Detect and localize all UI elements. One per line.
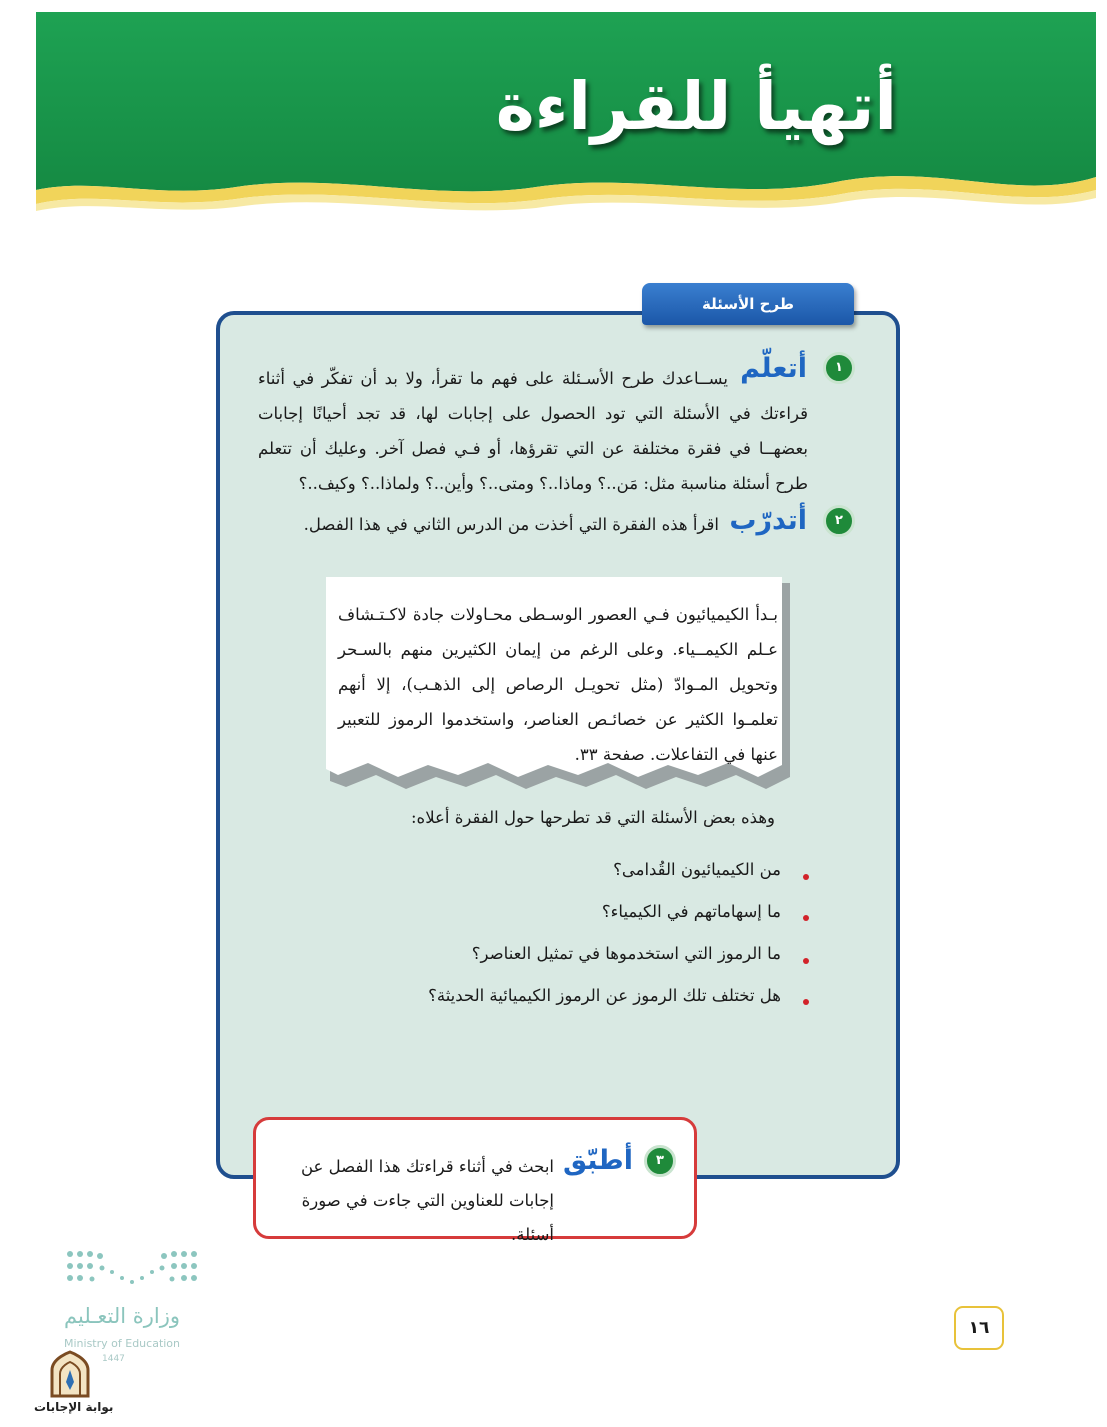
ministry-year: 1447: [102, 1354, 125, 1364]
question-item: ما إسهاماتهم في الكيمياء؟: [601, 902, 781, 921]
questions-intro: وهذه بعض الأسئلة التي قد تطرحها حول الفقرة أعلاه:: [410, 808, 775, 827]
practice-heading: أتدرّب: [729, 505, 807, 536]
question-item: ما الرموز التي استخدموها في تمثيل العناصر؟: [471, 944, 781, 963]
learn-text-content: يســاعدك طرح الأسـئلة على فهم ما تقرأ، ولا بد أن تفكّر في أثناء قراءتك في الأسئلة التي تود الحصول على إجابات لها، قد تجد أحيانًا إجابات بعضهــا في فقرة مختلفة عن التي تقرؤها، أو فـي فصل آخر. وعليك أن تتعلم طرح أسئلة مناسبة مثل: مَن..؟ وماذا..؟ ومتى..؟ وأين..؟ ولماذا..؟ وكيف..؟: [258, 369, 808, 493]
portal-name: بوابة الإجابات: [34, 1400, 114, 1414]
question-item: من الكيميائيون القُدامى؟: [613, 860, 781, 879]
ministry-logo-icon: [64, 1248, 200, 1294]
page-number: ١٦: [954, 1306, 1004, 1350]
portal-logo-icon: [48, 1350, 92, 1398]
learn-text: [258, 361, 808, 501]
passage-text: بـدأ الكيميائيون فـي العصور الوسـطى محـاولات جادة لاكـتـشاف عـلم الكيمــياء. وعلى الرغم من إيمان الكثيرين منهم بالسـحر وتحويل المـوادّ (مثل تحويـل الرصاص إلى الذهـب)، إلا أنهم تعلمـوا الكثير عن خصائـص العناصر، واستخدموا الرموز للتعبير عنها في التفاعلات. صفحة ٣٣.: [338, 605, 778, 764]
apply-text: [272, 1150, 554, 1252]
apply-text-content: ابحث في أثناء قراءتك هذا الفصل عن إجابات للعناوين التي جاءت في صورة أسئلة.: [300, 1157, 554, 1244]
ministry-name-ar: وزارة التعـليم: [64, 1304, 181, 1328]
section-number-1: ١: [823, 352, 855, 384]
section-number-3: ٣: [644, 1145, 676, 1177]
learn-heading: أتعلّم: [740, 353, 807, 384]
page-title: أتهيأ للقراءة: [495, 68, 897, 145]
ministry-name-en: Ministry of Education: [64, 1337, 181, 1350]
bullet-icon: [803, 958, 809, 964]
bullet-icon: [803, 999, 809, 1005]
question-item: هل تختلف تلك الرموز عن الرموز الكيميائية الحديثة؟: [428, 986, 781, 1005]
bullet-icon: [803, 874, 809, 880]
bullet-icon: [803, 915, 809, 921]
section-tab: طرح الأسئلة: [642, 283, 854, 325]
section-number-2: ٢: [823, 505, 855, 537]
practice-text: اقرأ هذه الفقرة التي أخذت من الدرس الثاني في هذا الفصل.: [303, 515, 719, 534]
apply-heading: أطبّق: [562, 1145, 633, 1176]
